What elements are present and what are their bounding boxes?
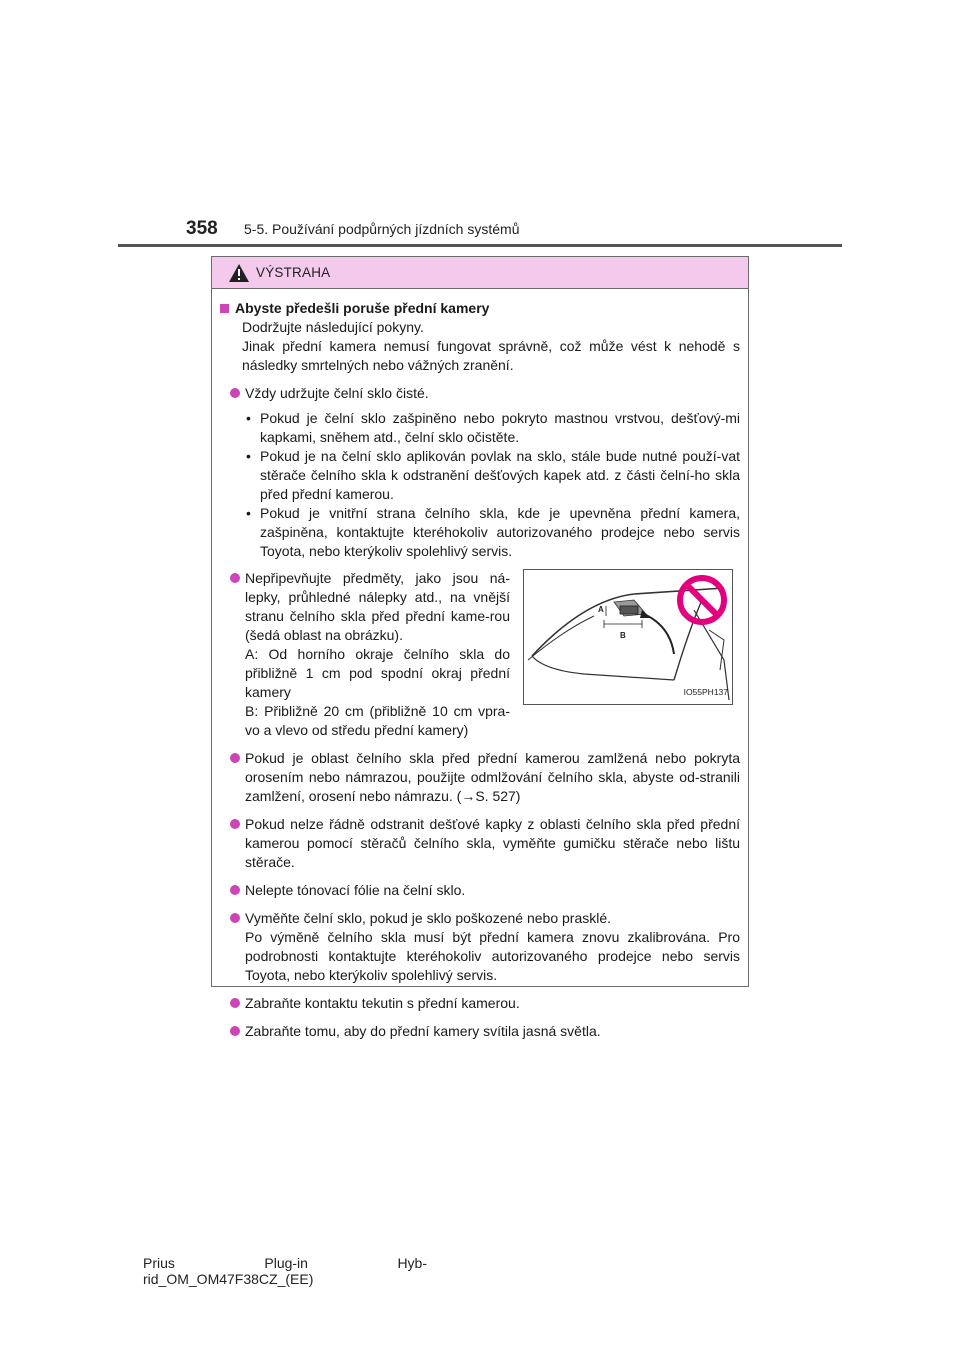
document-footer (143, 1255, 427, 1287)
list-item-light (220, 1022, 740, 1041)
circle-bullet-icon (230, 885, 240, 895)
list-item-liquid (220, 994, 740, 1013)
item-light-text: Zabraňte tomu, aby do přední kamery svítila jasná světla. (245, 1023, 601, 1039)
warning-subheading (220, 299, 740, 318)
figure-code: IO55PH137 (683, 687, 728, 697)
footer-line-2: rid_OM_OM47F38CZ_(EE) (143, 1271, 314, 1287)
section-title: 5-5. Používání podpůrných jízdních systémů (244, 221, 520, 237)
item-replace-text-2: Po výměně čelního skla musí být přední kamera znovu zkalibrována. Pro podrobnosti kontaktujte kteréhokoliv autorizovaného prodejce nebo servis Toyota, nebo kterýkoliv spolehlivý servis. (245, 929, 740, 983)
item-liquid-text: Zabraňte kontaktu tekutin s přední kamerou. (245, 995, 520, 1011)
footer-word-3: Hyb- (397, 1255, 427, 1271)
circle-bullet-icon (230, 998, 240, 1008)
page-number: 358 (186, 218, 218, 239)
item-replace-text-1: Vyměňte čelní sklo, pokud je sklo poškozené nebo prasklé. (245, 910, 612, 926)
footer-word-2: Plug-in (264, 1255, 308, 1271)
windshield-illustration (523, 569, 733, 705)
intro-line-1: Dodržujte následující pokyny. (242, 319, 424, 335)
circle-bullet-icon (230, 388, 240, 398)
circle-bullet-icon (230, 573, 240, 583)
warning-triangle-icon (228, 263, 250, 283)
circle-bullet-icon (230, 1026, 240, 1036)
item-replace-block (245, 909, 740, 985)
bullet-coating: • Pokud je na čelní sklo aplikován povlak na sklo, stále bude nutné použí-vat stěrače čelního skla k odstranění dešťových kapek atd. z části čelní-ho skla před přední kamerou. (242, 447, 740, 504)
footer-word-1: Prius (143, 1255, 175, 1271)
circle-bullet-icon (230, 819, 240, 829)
item-rain-text: Pokud nelze řádně odstranit dešťové kapky z oblasti čelního skla před přední kamerou pomocí stěračů čelního skla, vyměňte gumičku stěrače nebo lištu stěrače. (245, 816, 740, 870)
warning-header (212, 257, 748, 289)
list-item-rain (220, 815, 740, 872)
item-tint-text: Nelepte tónovací fólie na čelní sklo. (245, 882, 466, 898)
intro-line-2: Jinak přední kamera nemusí fungovat správně, což může vést k nehodě s následky smrtelných nebo vážných zranění. (242, 338, 740, 373)
bullet-inner-side: • Pokud je vnitřní strana čelního skla, kde je upevněna přední kamera, zašpiněna, kontaktujte kteréhokoliv autorizovaného prodejce nebo servis Toyota, nebo kterýkoliv spolehlivý servis. (242, 504, 740, 561)
warning-box (211, 256, 749, 1039)
list-item-clean (220, 384, 740, 403)
square-bullet-icon (220, 304, 229, 313)
circle-bullet-icon (230, 753, 240, 763)
attach-text: Nepřipevňujte předměty, jako jsou ná-lepky, průhledné nálepky atd., na vnější stranu čelního skla před přední kame-rou (šedá oblast na obrázku). (245, 570, 510, 643)
attach-text-block (245, 569, 510, 740)
figure-label-a: A (598, 605, 604, 614)
figure-label-b: B (620, 631, 626, 640)
list-item-fog (220, 749, 740, 806)
clean-bullets (242, 409, 740, 561)
attach-b-text: B: Přibližně 20 cm (přibližně 10 cm vpra-vo a vlevo od středu přední kamery) (245, 703, 510, 738)
list-item-replace (220, 909, 740, 985)
attach-a-text: A: Od horního okraje čelního skla do přibližně 1 cm pod spodní okraj přední kamery (245, 646, 510, 700)
header-divider (118, 244, 842, 247)
item-clean-text: Vždy udržujte čelní sklo čisté. (245, 385, 429, 401)
list-item-tint (220, 881, 740, 900)
circle-bullet-icon (230, 913, 240, 923)
bullet-dirty-glass: • Pokud je čelní sklo zašpiněno nebo pokryto mastnou vrstvou, dešťový-mi kapkami, sněhem atd., čelní sklo očistěte. (242, 409, 740, 447)
warning-title: VÝSTRAHA (256, 265, 331, 280)
list-item-attach (220, 569, 740, 740)
subheading-text: Abyste předešli poruše přední kamery (235, 300, 490, 316)
item-fog-text: Pokud je oblast čelního skla před přední kamerou zamlžená nebo pokryta orosením nebo námrazou, použijte odmlžování čelního skla, abyste od-stranili zamlžení, orosení nebo námrazu. (→S. 527) (245, 750, 740, 804)
